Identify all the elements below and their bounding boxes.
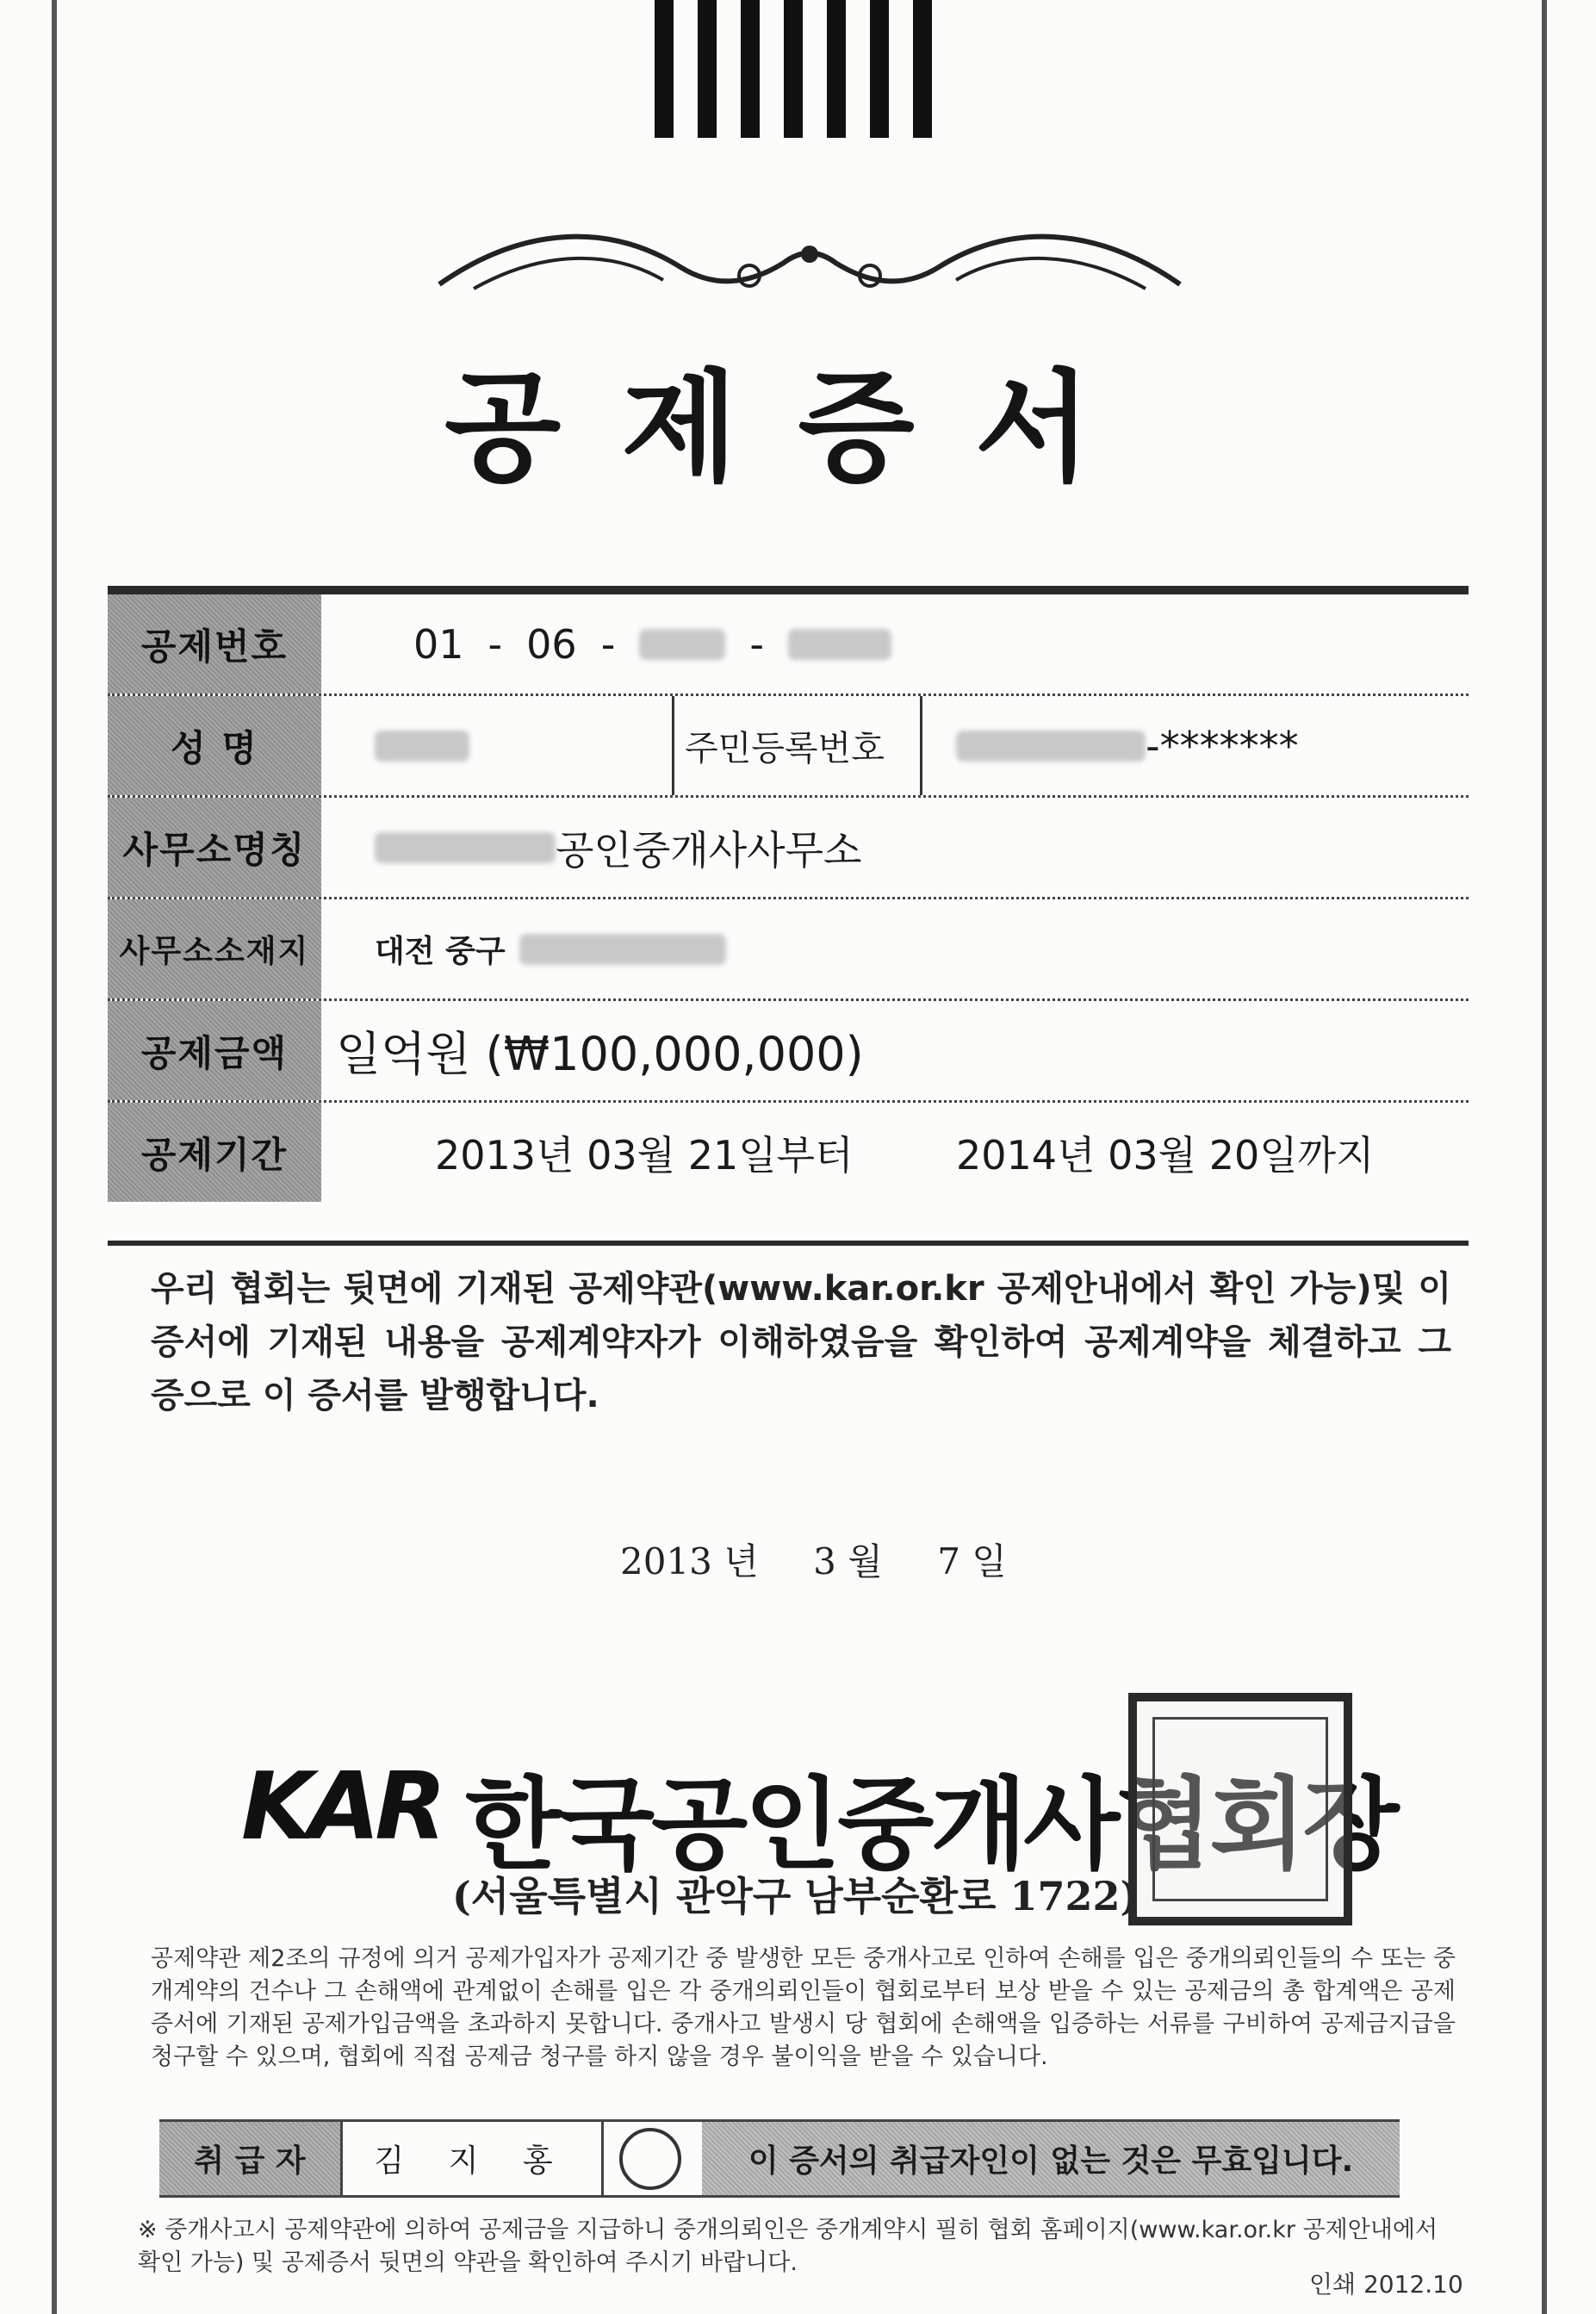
name-value [375, 696, 469, 795]
office-name-label: 사무소명칭 [108, 798, 321, 897]
certificate-details-table [108, 586, 1469, 1246]
issue-date [620, 1533, 1050, 1585]
amount-value: 일억원 (₩100,000,000) [336, 1027, 864, 1081]
handler-row [159, 2119, 1400, 2198]
redacted-block [519, 934, 726, 965]
resident-number-label: 주민등록번호 [685, 729, 885, 768]
barcode [655, 0, 947, 138]
handler-stamp [599, 2122, 702, 2195]
office-address-value: 대전 중구 [375, 899, 726, 998]
issuer-name: 한국공인중개사협회장 [465, 1767, 1396, 1883]
resident-number-value: -******* [956, 696, 1299, 795]
title-ornament [422, 215, 1197, 319]
kar-logo: KAR [241, 1753, 442, 1861]
period-label: 공제기간 [108, 1103, 321, 1202]
row-office-name [108, 798, 1469, 899]
office-address-label: 사무소소재지 [108, 899, 321, 998]
issue-year: 2013 년 [620, 1540, 759, 1583]
row-name [108, 696, 1469, 798]
policy-number-value: 01 - 06 - - [413, 594, 891, 694]
issuer-address: (서울특별시 관악구 남부순환로 1722) [452, 1873, 1140, 1919]
policy-number-part1: 01 [413, 620, 464, 668]
redacted-block [375, 832, 556, 863]
period-start: 2013년 03월 21일부터 [435, 1131, 854, 1179]
amount-label: 공제금액 [108, 1001, 321, 1100]
issue-month: 3 월 [813, 1540, 883, 1583]
official-seal [1128, 1693, 1352, 1925]
row-office-address [108, 899, 1469, 1001]
office-name-value: 공인중개사사무소 [375, 798, 862, 897]
document-title: 공제증서 [444, 358, 1152, 499]
redacted-block [639, 629, 725, 660]
handler-warning: 이 증서의 취급자인이 없는 것은 무효입니다. [702, 2122, 1400, 2195]
handler-name: 김 지 홍 [340, 2122, 604, 2195]
row-policy-number [108, 594, 1469, 696]
certification-statement: 우리 협회는 뒷면에 기재된 공제약관(www.kar.or.kr 공제안내에서 확인 가능)및 이 증서에 기재된 내용을 공제계약자가 이해하였음을 확인하여 공제계약을 체결하고 그 증으로 이 증서를 발행합니다. [151, 1269, 1451, 1415]
footnote: ※ 중개사고시 공제약관에 의하여 공제금을 지급하니 중개의뢰인은 중개계약시 필히 협회 홈페이지(www.kar.or.kr 공제안내에서 확인 가능) 및 공제증서 뒷면의 약관을 확인하여 주시기 바랍니다. [138, 2217, 1438, 2276]
period-end: 2014년 03월 20일까지 [956, 1131, 1375, 1179]
terms-text: 공제약관 제2조의 규정에 의거 공제가입자가 공제기간 중 발생한 모든 중개사고로 인하여 손해를 입은 중개의뢰인들의 수 또는 중개계약의 건수나 그 손해액에 관계없이 손해를 입은 각 중개의뢰인들이 협회로부터 보상 받을 수 있는 공제금의 총 합계액은 공제증서에 기재된 공제가입금액을 초과하지 못합니다. 중개사고 발생시 당 협회에 손해액을 입증하는 서류를 구비하여 공제금지급을 청구할 수 있으며, 협회에 직접 공제금 청구를 하지 않을 경우 불이익을 받을 수 있습니다. [151, 1945, 1456, 2070]
redacted-block [956, 731, 1146, 762]
policy-number-part2: 06 [526, 620, 577, 668]
row-period [108, 1103, 1469, 1202]
print-info: 인쇄 2012.10 [1309, 2270, 1463, 2298]
issue-day: 7 일 [937, 1540, 1007, 1583]
row-amount [108, 1001, 1469, 1103]
name-label: 성 명 [108, 696, 321, 795]
redacted-block [788, 629, 891, 660]
stamp-icon [619, 2128, 681, 2190]
redacted-block [375, 731, 469, 762]
policy-number-label: 공제번호 [108, 594, 321, 694]
handler-label: 취 급 자 [159, 2122, 340, 2195]
